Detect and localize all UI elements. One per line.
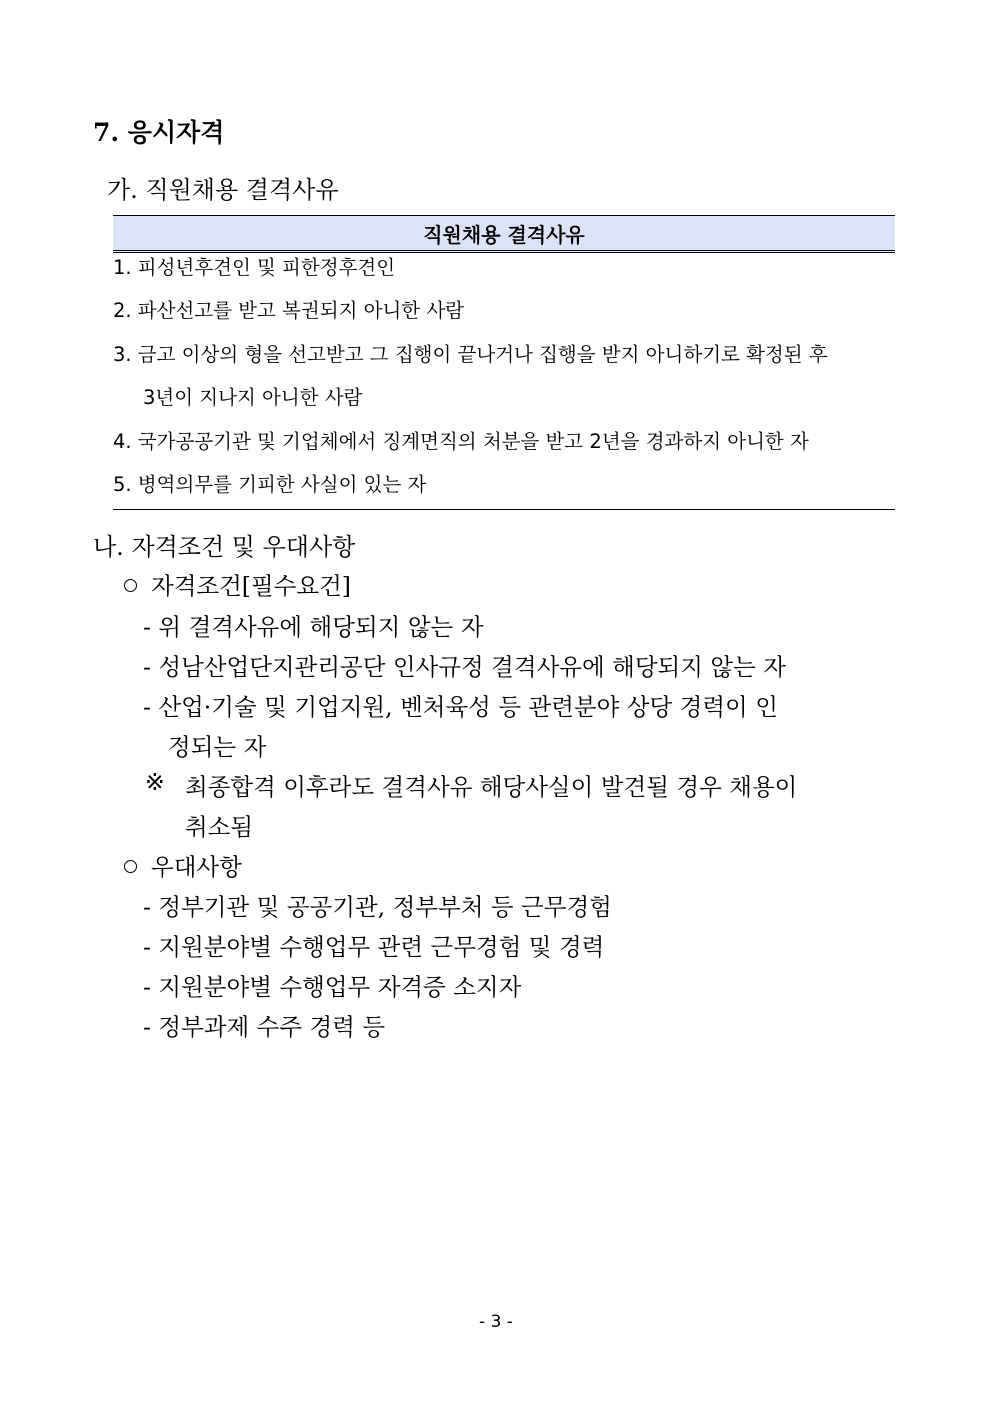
list-item-continuation: 정되는 자 [168,733,267,761]
list-item: - 성남산업단지관리공단 인사규정 결격사유에 해당되지 않는 자 [143,653,786,681]
table-header: 직원채용 결격사유 [113,215,895,253]
list-item: - 정부기관 및 공공기관, 정부부처 등 근무경험 [143,893,612,921]
continuation-text: 3년이 지나지 아니한 사람 [143,386,363,409]
table-body [113,253,895,510]
section-title: 7. 응시자격 [93,118,225,147]
table-row: 1. 피성년후견인 및 피한정후견인 [113,256,396,279]
table-row: 4. 국가공공기관 및 기업체에서 징계면직의 처분을 받고 2년을 경과하지 아니한 자 [113,429,809,453]
circle-bullet-icon [124,579,137,592]
table-row: 2. 파산선고를 받고 복권되지 아니한 사람 [113,299,464,322]
list-item: - 정부과제 수주 경력 등 [143,1013,386,1041]
note-text: 최종합격 이후라도 결격사유 해당사실이 발견될 경우 채용이 [185,773,798,801]
reference-mark-icon: ※ [145,768,165,796]
list-item: - 위 결격사유에 해당되지 않는 자 [143,613,484,641]
circle-bullet-icon [124,860,137,873]
list-item: - 지원분야별 수행업무 관련 근무경험 및 경력 [143,933,605,961]
list-item: - 산업·기술 및 기업지원, 벤처육성 등 관련분야 상당 경력이 인 [143,693,778,721]
preferences-heading [124,848,242,882]
requirements-heading-text: 자격조건[필수요건] [151,572,351,600]
note-text-continuation: 취소됨 [185,813,254,841]
table-row: 5. 병역의무를 기피한 사실이 있는 자 [113,473,427,496]
requirements-heading [124,567,351,601]
preferences-heading-text: 우대사항 [151,853,242,881]
disqualification-table [113,215,895,510]
page-number: - 3 - [479,1312,513,1332]
subsection-b-title: 나. 자격조건 및 우대사항 [93,533,356,561]
table-row: 3. 금고 이상의 형을 선고받고 그 집행이 끝나거나 집행을 받지 아니하기로 확정된 후 [113,342,828,366]
list-item: - 지원분야별 수행업무 자격증 소지자 [143,973,522,1001]
table-row-continuation [113,376,895,420]
subsection-a-title: 가. 직원채용 결격사유 [107,176,339,204]
